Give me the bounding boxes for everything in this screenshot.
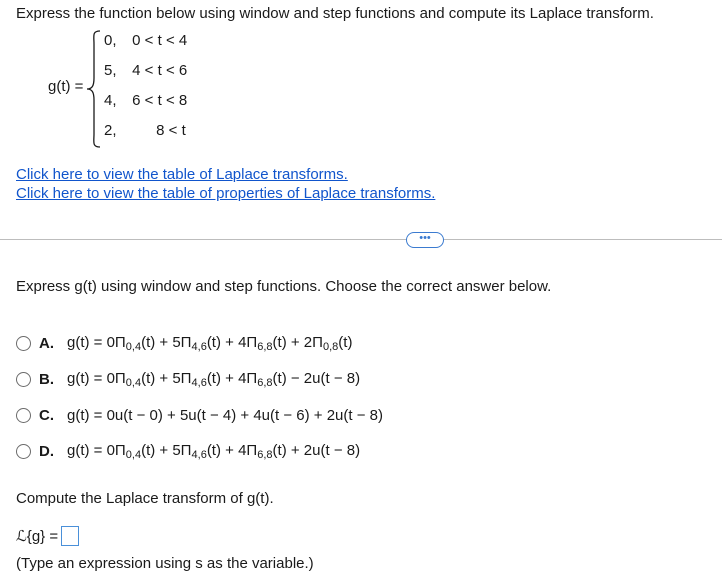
- option-text: g(t) = 0u(t − 0) + 5u(t − 4) + 4u(t − 6) + 2u(t − 8): [67, 406, 383, 424]
- left-brace: [86, 30, 102, 148]
- question-text: Express g(t) using window and step functions. Choose the correct answer below.: [16, 278, 552, 295]
- option-letter: C.: [39, 406, 54, 424]
- radio-button[interactable]: [16, 372, 31, 387]
- problem-prompt: Express the function below using window and step functions and compute its Laplace transform.: [16, 5, 654, 22]
- radio-button[interactable]: [16, 408, 31, 423]
- option-b[interactable]: [16, 369, 360, 389]
- case-condition: 8 < t: [156, 122, 186, 139]
- radio-button[interactable]: [16, 444, 31, 459]
- radio-button[interactable]: [16, 336, 31, 351]
- case-row: [104, 62, 187, 79]
- option-c[interactable]: [16, 405, 383, 425]
- properties-table-link[interactable]: Click here to view the table of properties of Laplace transforms.: [16, 185, 436, 202]
- input-hint: (Type an expression using s as the variable.): [16, 555, 314, 572]
- laplace-table-link[interactable]: Click here to view the table of Laplace transforms.: [16, 166, 348, 183]
- expand-more-button[interactable]: •••: [406, 232, 444, 248]
- case-row: [104, 32, 187, 49]
- case-value: 5,: [104, 62, 117, 79]
- compute-prompt: Compute the Laplace transform of g(t).: [16, 490, 274, 507]
- option-letter: D.: [39, 442, 54, 460]
- option-d[interactable]: [16, 441, 360, 461]
- section-divider: [0, 239, 722, 240]
- option-letter: A.: [39, 334, 54, 352]
- laplace-answer-row: [16, 526, 79, 546]
- case-condition: 6 < t < 8: [132, 92, 188, 109]
- case-row: [104, 92, 187, 109]
- option-text: $g(t) = 0\Pi_{0,4}(t) + 5\Pi_{4,6}(t) + 4\Pi_{6,8}(t) - 2u(t - 8)$: [67, 369, 361, 389]
- laplace-lhs: ℒ{g} =: [16, 528, 59, 545]
- option-letter: B.: [39, 370, 54, 388]
- option-a[interactable]: [16, 333, 352, 353]
- answer-input[interactable]: [61, 526, 79, 546]
- case-value: 0,: [104, 32, 117, 49]
- case-row: [104, 122, 186, 139]
- case-condition: 4 < t < 6: [132, 62, 188, 79]
- option-text: $g(t) = 0\Pi_{0,4}(t) + 5\Pi_{4,6}(t) + 4\Pi_{6,8}(t) + 2u(t - 8)$: [67, 441, 361, 461]
- case-condition: 0 < t < 4: [132, 32, 188, 49]
- case-value: 2,: [104, 122, 117, 139]
- function-label: g(t) =: [48, 78, 84, 95]
- case-value: 4,: [104, 92, 117, 109]
- option-text: $g(t) = 0\Pi_{0,4}(t) + 5\Pi_{4,6}(t) + 4\Pi_{6,8}(t) + 2\Pi_{0,8}(t)$: [67, 333, 353, 353]
